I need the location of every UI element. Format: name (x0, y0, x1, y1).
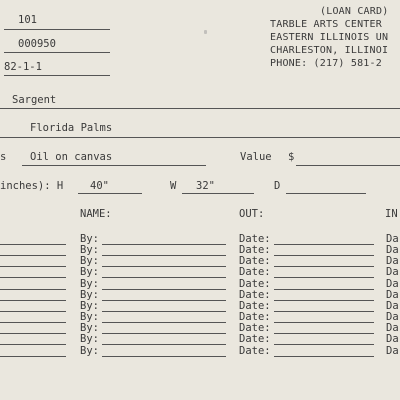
log-row-left-line (0, 266, 66, 267)
log-row-by-label: By: (80, 289, 99, 301)
value-line (296, 165, 400, 166)
log-row-by-label: By: (80, 278, 99, 290)
date-code-line (4, 75, 110, 76)
medium-value: Oil on canvas (30, 151, 113, 163)
log-row-date-out-label: Date: (239, 255, 271, 267)
log-row-date-out-line[interactable] (274, 277, 374, 278)
log-row-left-line (0, 300, 66, 301)
accession-number-line (4, 52, 110, 53)
log-row-name-line[interactable] (102, 300, 226, 301)
log-row-date-in-label: Da (386, 289, 399, 301)
log-row-by-label: By: (80, 233, 99, 245)
log-row-left-line (0, 289, 66, 290)
catalog-number: 101 (18, 14, 37, 26)
depth-line (286, 193, 366, 194)
log-row-date-out-line[interactable] (274, 289, 374, 290)
medium-line (22, 165, 206, 166)
log-row-date-out-label: Date: (239, 300, 271, 312)
width-label: W (170, 180, 177, 192)
log-row-date-out-label: Date: (239, 266, 271, 278)
paper-speck (204, 30, 207, 34)
log-row-name-line[interactable] (102, 277, 226, 278)
log-row-date-in-label: Da (386, 266, 399, 278)
log-row-name-line[interactable] (102, 333, 226, 334)
org-university: EASTERN ILLINOIS UN (270, 32, 389, 43)
log-row-name-line[interactable] (102, 322, 226, 323)
log-row-date-out-label: Date: (239, 333, 271, 345)
medium-label: s (0, 151, 7, 163)
date-code: 82-1-1 (4, 61, 42, 73)
depth-label: D (274, 180, 281, 192)
log-row-date-out-line[interactable] (274, 300, 374, 301)
log-row-by-label: By: (80, 255, 99, 267)
log-row-date-out-label: Date: (239, 233, 271, 245)
log-row-name-line[interactable] (102, 344, 226, 345)
log-row-by-label: By: (80, 300, 99, 312)
log-row-date-out-label: Date: (239, 322, 271, 334)
log-row-date-in-label: Da (386, 300, 399, 312)
artist-name: Sargent (12, 94, 57, 106)
title-line (0, 137, 400, 138)
log-row-date-out-line[interactable] (274, 244, 374, 245)
log-row-date-out-line[interactable] (274, 266, 374, 267)
out-column-header: OUT: (239, 208, 265, 220)
value-currency: $ (288, 151, 295, 163)
log-row-date-in-label: Da (386, 255, 399, 267)
log-row-by-label: By: (80, 244, 99, 256)
log-row-by-label: By: (80, 322, 99, 334)
log-row-left-line (0, 344, 66, 345)
log-row-by-label: By: (80, 311, 99, 323)
log-row-date-in-label: Da (386, 244, 399, 256)
log-row-by-label: By: (80, 266, 99, 278)
log-row-date-out-label: Date: (239, 289, 271, 301)
log-row-date-in-label: Da (386, 278, 399, 290)
width-line (182, 193, 254, 194)
in-column-header: IN (385, 208, 398, 220)
height-line (78, 193, 142, 194)
log-row-name-line[interactable] (102, 255, 226, 256)
height-value: 40" (90, 180, 109, 192)
log-row-left-line (0, 356, 66, 357)
dimensions-label: inches): H (0, 180, 64, 192)
log-row-date-out-line[interactable] (274, 311, 374, 312)
org-city: CHARLESTON, ILLINOI (270, 45, 389, 56)
log-row-date-out-label: Date: (239, 345, 271, 357)
accession-number: 000950 (18, 38, 56, 50)
log-row-name-line[interactable] (102, 266, 226, 267)
width-value: 32" (196, 180, 215, 192)
org-name: TARBLE ARTS CENTER (270, 19, 382, 30)
log-row-left-line (0, 255, 66, 256)
log-row-name-line[interactable] (102, 311, 226, 312)
log-row-date-out-label: Date: (239, 278, 271, 290)
log-row-date-out-line[interactable] (274, 344, 374, 345)
log-row-date-out-label: Date: (239, 244, 271, 256)
log-row-date-in-label: Da (386, 333, 399, 345)
catalog-number-line (4, 29, 110, 30)
log-row-date-in-label: Da (386, 322, 399, 334)
log-row-by-label: By: (80, 333, 99, 345)
artist-line (0, 108, 400, 109)
log-row-date-in-label: Da (386, 233, 399, 245)
log-row-name-line[interactable] (102, 244, 226, 245)
log-row-date-out-label: Date: (239, 311, 271, 323)
name-column-header: NAME: (80, 208, 112, 220)
log-row-left-line (0, 333, 66, 334)
log-row-date-in-label: Da (386, 311, 399, 323)
log-row-left-line (0, 277, 66, 278)
log-row-date-in-label: Da (386, 345, 399, 357)
log-row-by-label: By: (80, 345, 99, 357)
log-row-name-line[interactable] (102, 289, 226, 290)
log-row-left-line (0, 322, 66, 323)
log-row-date-out-line[interactable] (274, 255, 374, 256)
log-row-left-line (0, 244, 66, 245)
artwork-title: Florida Palms (30, 122, 113, 134)
log-row-date-out-line[interactable] (274, 356, 374, 357)
log-row-left-line (0, 311, 66, 312)
log-row-date-out-line[interactable] (274, 333, 374, 334)
org-phone: PHONE: (217) 581-2 (270, 58, 382, 69)
value-label: Value (240, 151, 272, 163)
card-type-label: (LOAN CARD) (320, 6, 389, 17)
log-row-name-line[interactable] (102, 356, 226, 357)
log-row-date-out-line[interactable] (274, 322, 374, 323)
